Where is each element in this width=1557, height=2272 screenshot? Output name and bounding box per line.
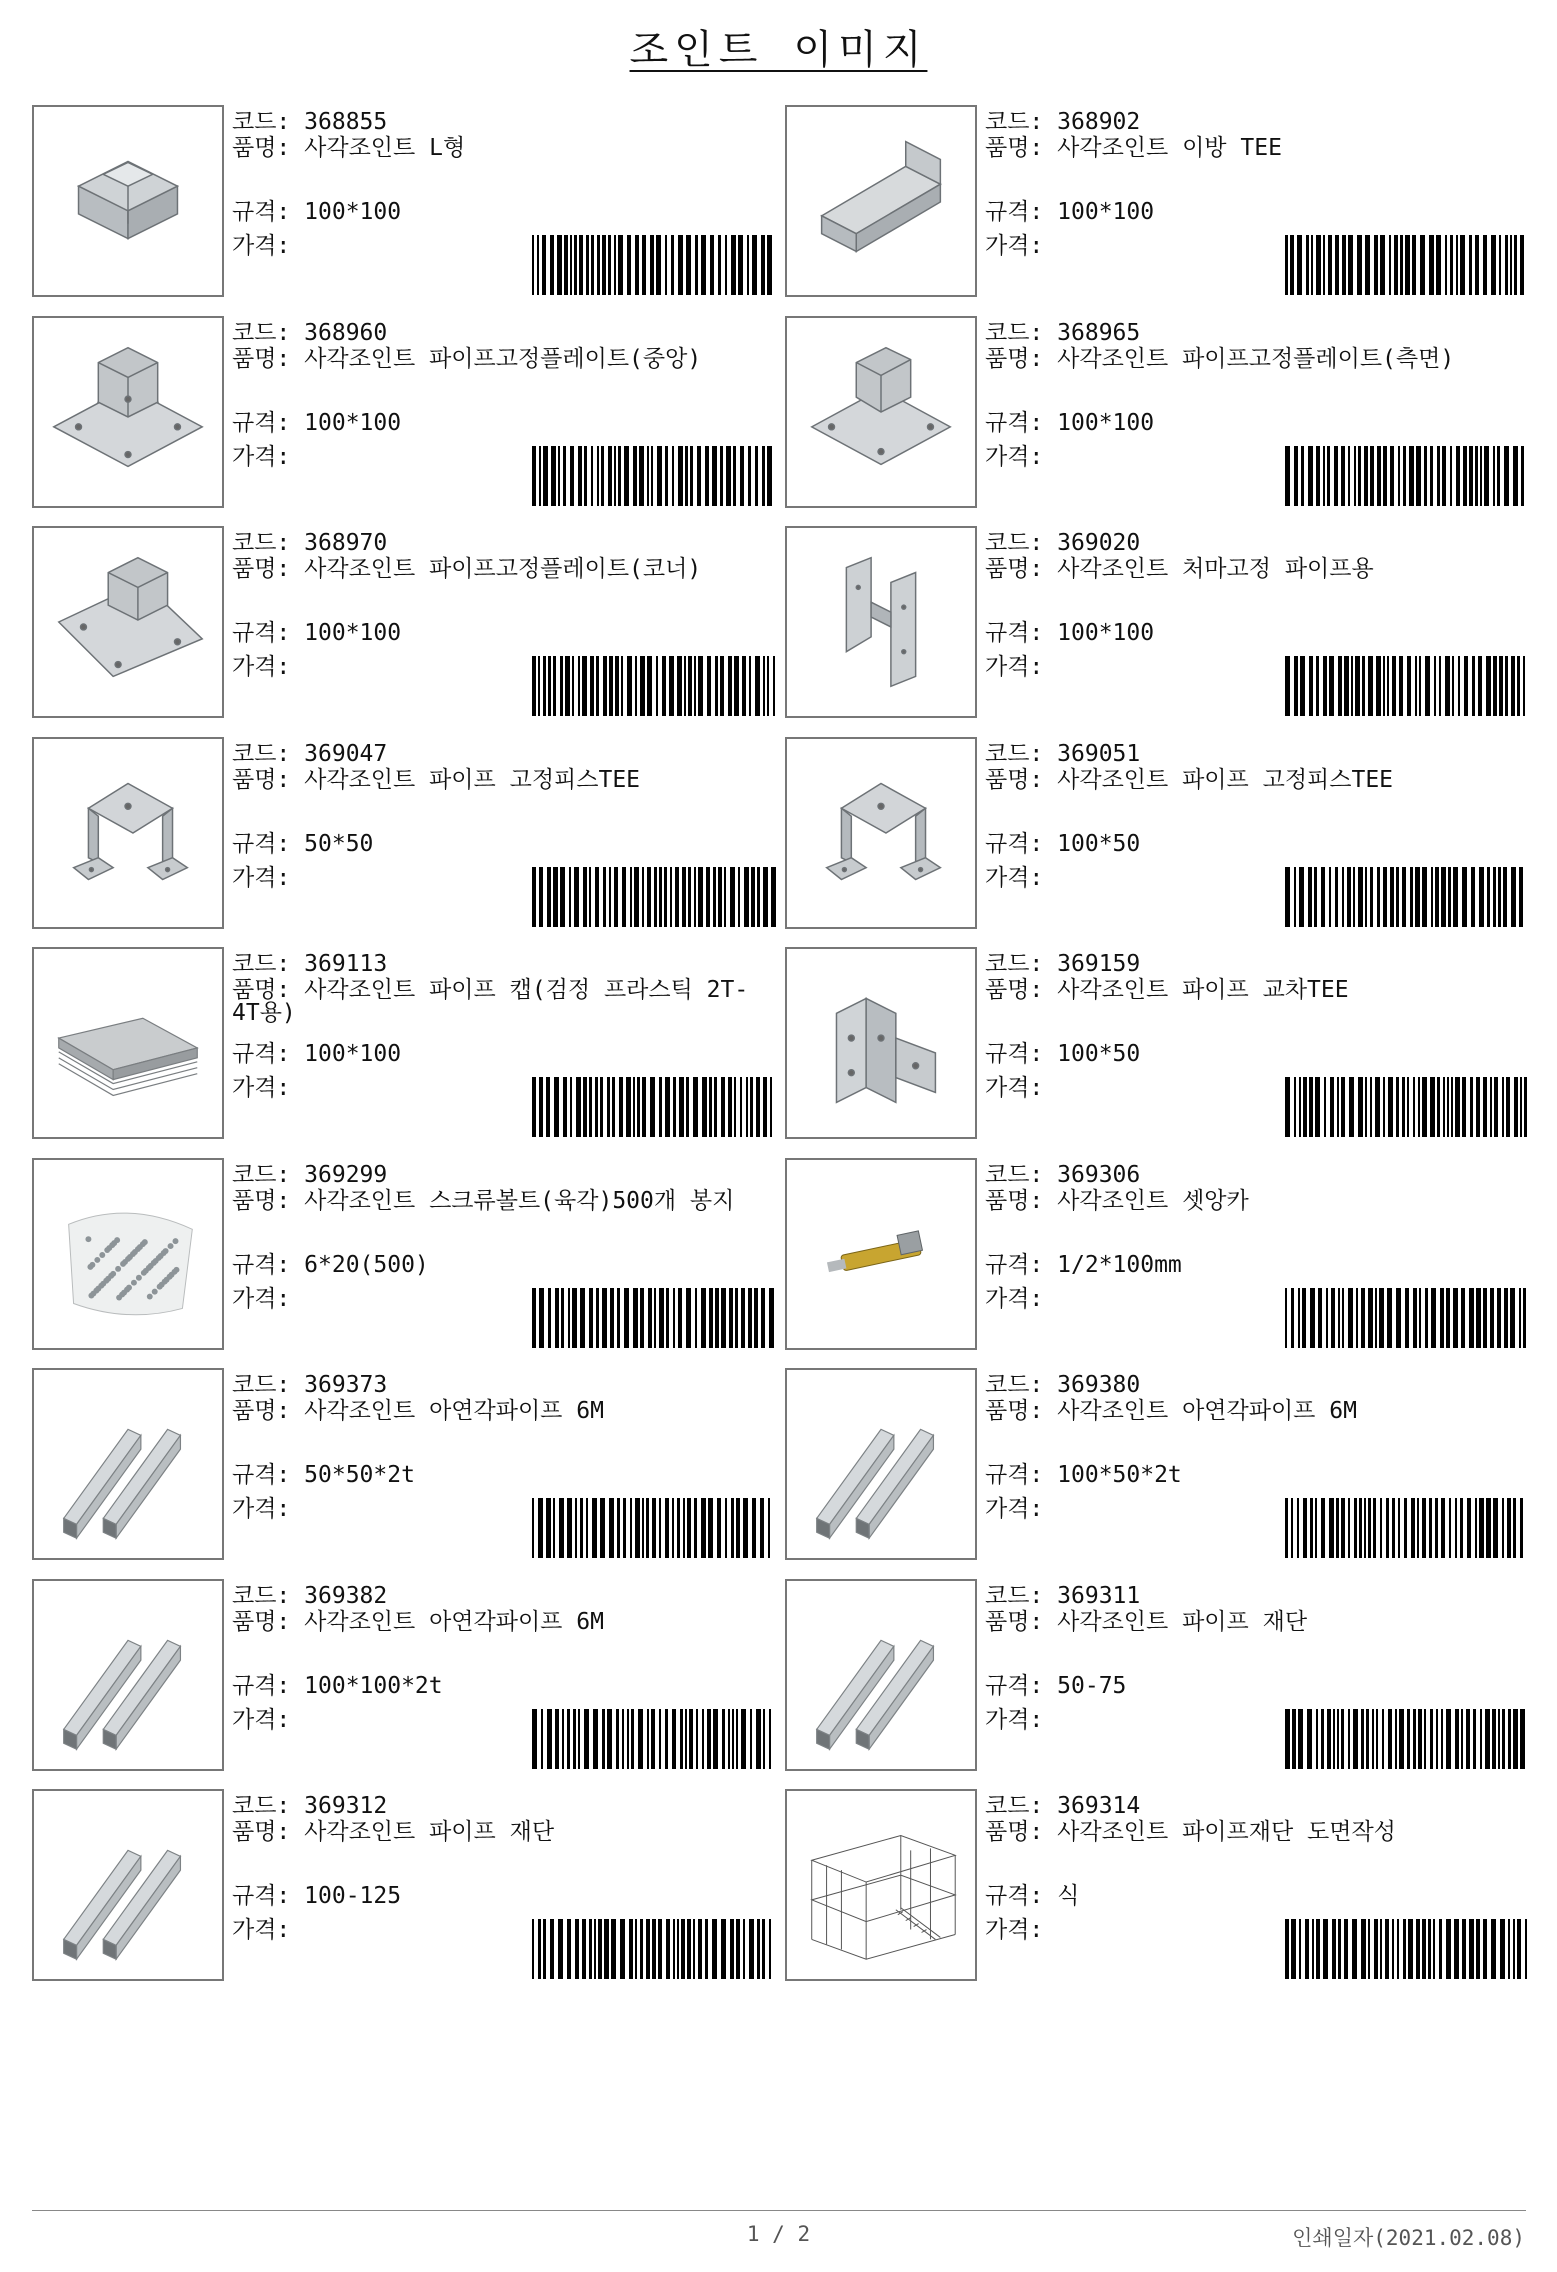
barcode	[532, 1919, 776, 1979]
product-card	[785, 526, 1527, 718]
product-price: 가격:	[232, 233, 291, 259]
footer-divider	[32, 2210, 1526, 2211]
product-code: 코드: 368855	[232, 109, 388, 135]
product-name: 품명: 사각조인트 파이프 재단	[985, 1608, 1308, 1635]
barcode	[1285, 446, 1529, 506]
product-spec: 규격: 100*100	[985, 409, 1155, 436]
cross-tee-icon	[787, 949, 975, 1137]
print-date: 인쇄일자(2021.02.08)	[1292, 2226, 1525, 2250]
product-name: 품명: 사각조인트 처마고정 파이프용	[985, 556, 1374, 582]
square-pipe-icon	[34, 1791, 222, 1979]
product-thumbnail	[32, 1579, 224, 1771]
product-price: 가격:	[985, 1706, 1044, 1733]
product-spec: 규격: 100*100	[985, 199, 1155, 225]
product-name: 품명: 사각조인트 아연각파이프 6M	[232, 1398, 604, 1424]
product-code: 코드: 369312	[232, 1793, 388, 1819]
product-price: 가격:	[985, 443, 1044, 470]
square-pipe-icon	[34, 1581, 222, 1769]
pipe-cap-icon	[34, 949, 222, 1137]
product-thumbnail	[785, 526, 977, 718]
product-thumbnail	[785, 1579, 977, 1771]
product-name: 품명: 사각조인트 파이프재단 도면작성	[985, 1819, 1396, 1845]
barcode	[532, 446, 776, 506]
product-thumbnail	[32, 1368, 224, 1560]
product-name: 품명: 사각조인트 파이프 고정피스TEE	[232, 766, 641, 793]
barcode	[1285, 1709, 1529, 1769]
product-spec: 규격: 50*50	[232, 830, 374, 857]
product-thumbnail	[32, 105, 224, 297]
product-name: 품명: 사각조인트 파이프 고정피스TEE	[985, 766, 1394, 793]
product-card	[32, 105, 774, 297]
barcode	[532, 1288, 776, 1348]
product-card	[32, 1579, 774, 1771]
product-name: 품명: 사각조인트 이방 TEE	[985, 135, 1282, 161]
product-code: 코드: 369020	[985, 530, 1141, 556]
barcode	[1285, 1498, 1529, 1558]
product-spec: 규격: 100-125	[232, 1883, 402, 1909]
product-code: 코드: 369373	[232, 1372, 388, 1398]
product-code: 코드: 368970	[232, 530, 388, 556]
product-thumbnail	[785, 737, 977, 929]
barcode	[532, 1709, 776, 1769]
product-name: 품명: 사각조인트 아연각파이프 6M	[985, 1398, 1357, 1424]
product-code: 코드: 369311	[985, 1582, 1141, 1609]
product-name: 품명: 사각조인트 파이프 캡(검정 프라스틱 2T-4T용)	[232, 977, 749, 1026]
product-card	[32, 1368, 774, 1560]
barcode	[1285, 1077, 1529, 1137]
product-name: 품명: 사각조인트 파이프고정플레이트(중앙)	[232, 345, 702, 372]
product-spec: 규격: 100*50	[985, 1041, 1141, 1067]
product-spec: 규격: 6*20(500)	[232, 1251, 429, 1278]
product-price: 가격:	[985, 233, 1044, 259]
product-code: 코드: 368960	[232, 319, 388, 346]
product-card	[785, 737, 1527, 929]
eaves-bracket-icon	[787, 528, 975, 716]
page-number: 1 / 2	[746, 2222, 811, 2246]
square-pipe-icon	[34, 1370, 222, 1558]
product-thumbnail	[32, 947, 224, 1139]
product-spec: 규격: 100*100	[232, 199, 402, 225]
product-thumbnail	[32, 737, 224, 929]
product-spec: 규격: 100*50*2t	[985, 1462, 1182, 1488]
product-code: 코드: 369299	[232, 1161, 388, 1188]
product-name: 품명: 사각조인트 아연각파이프 6M	[232, 1608, 604, 1635]
product-spec: 규격: 100*100	[232, 620, 402, 646]
u-bracket-icon	[34, 739, 222, 927]
product-thumbnail	[785, 1789, 977, 1981]
product-code: 코드: 368965	[985, 319, 1141, 346]
product-price: 가격:	[985, 1075, 1044, 1101]
product-price: 가격:	[985, 1285, 1044, 1312]
product-spec: 규격: 100*100*2t	[232, 1672, 443, 1699]
product-card	[785, 105, 1527, 297]
product-price: 가격:	[232, 1285, 291, 1312]
product-price: 가격:	[232, 1917, 291, 1943]
product-code: 코드: 369113	[232, 951, 388, 977]
product-name: 품명: 사각조인트 파이프고정플레이트(코너)	[232, 556, 702, 582]
product-name: 품명: 사각조인트 파이프 재단	[232, 1819, 555, 1845]
anchor-bolt-icon	[787, 1160, 975, 1348]
page-title: 조인트 이미지	[629, 27, 928, 73]
product-spec: 규격: 50-75	[985, 1672, 1127, 1699]
product-thumbnail	[785, 316, 977, 508]
product-card	[32, 526, 774, 718]
l-joint-icon	[34, 107, 222, 295]
product-spec: 규격: 100*100	[985, 620, 1155, 646]
product-spec: 규격: 100*50	[985, 830, 1141, 857]
product-name: 품명: 사각조인트 파이프고정플레이트(측면)	[985, 345, 1455, 372]
barcode	[532, 656, 776, 716]
product-price: 가격:	[232, 1496, 291, 1522]
base-plate-center-icon	[34, 318, 222, 506]
barcode	[1285, 1288, 1529, 1348]
product-price: 가격:	[985, 1496, 1044, 1522]
product-spec: 규격: 식	[985, 1883, 1080, 1909]
product-code: 코드: 369047	[232, 740, 388, 767]
barcode	[1285, 867, 1529, 927]
product-name: 품명: 사각조인트 파이프 교차TEE	[985, 977, 1349, 1003]
product-thumbnail	[785, 1368, 977, 1560]
product-card	[785, 1579, 1527, 1771]
product-code: 코드: 369051	[985, 740, 1141, 767]
product-price: 가격:	[232, 864, 291, 891]
product-thumbnail	[785, 947, 977, 1139]
barcode	[1285, 235, 1529, 295]
product-card	[32, 1158, 774, 1350]
barcode	[532, 867, 776, 927]
product-spec: 규격: 100*100	[232, 1041, 402, 1067]
product-name: 품명: 사각조인트 셋앙카	[985, 1187, 1249, 1214]
product-thumbnail	[32, 1158, 224, 1350]
product-spec: 규격: 1/2*100mm	[985, 1251, 1182, 1278]
product-thumbnail	[32, 316, 224, 508]
product-code: 코드: 369314	[985, 1793, 1141, 1819]
product-code: 코드: 369159	[985, 951, 1141, 977]
product-card	[32, 737, 774, 929]
product-price: 가격:	[232, 1075, 291, 1101]
product-card	[32, 316, 774, 508]
product-price: 가격:	[985, 1917, 1044, 1943]
barcode	[532, 1498, 776, 1558]
u-bracket-icon	[787, 739, 975, 927]
product-card	[785, 947, 1527, 1139]
product-spec: 규격: 100*100	[232, 409, 402, 436]
product-price: 가격:	[232, 443, 291, 470]
barcode	[1285, 656, 1529, 716]
product-price: 가격:	[232, 654, 291, 680]
base-plate-corner-icon	[34, 528, 222, 716]
two-way-tee-icon	[787, 107, 975, 295]
product-card	[32, 1789, 774, 1981]
product-code: 코드: 369380	[985, 1372, 1141, 1398]
product-price: 가격:	[985, 654, 1044, 680]
product-spec: 규격: 50*50*2t	[232, 1462, 415, 1488]
barcode	[532, 235, 776, 295]
square-pipe-icon	[787, 1370, 975, 1558]
product-code: 코드: 369382	[232, 1582, 388, 1609]
product-card	[32, 947, 774, 1139]
product-name: 품명: 사각조인트 L형	[232, 135, 466, 161]
product-thumbnail	[32, 526, 224, 718]
product-thumbnail	[785, 105, 977, 297]
barcode	[532, 1077, 776, 1137]
product-name: 품명: 사각조인트 스크류볼트(육각)500개 봉지	[232, 1187, 735, 1214]
square-pipe-icon	[787, 1581, 975, 1769]
product-thumbnail	[785, 1158, 977, 1350]
product-code: 코드: 368902	[985, 109, 1141, 135]
product-card	[785, 316, 1527, 508]
barcode	[1285, 1919, 1529, 1979]
product-thumbnail	[32, 1789, 224, 1981]
product-price: 가격:	[985, 864, 1044, 891]
product-price: 가격:	[232, 1706, 291, 1733]
structure-drawing-icon	[787, 1791, 975, 1979]
screw-bag-icon	[34, 1160, 222, 1348]
product-card	[785, 1368, 1527, 1560]
product-card	[785, 1789, 1527, 1981]
product-code: 코드: 369306	[985, 1161, 1141, 1188]
base-plate-side-icon	[787, 318, 975, 506]
product-card	[785, 1158, 1527, 1350]
